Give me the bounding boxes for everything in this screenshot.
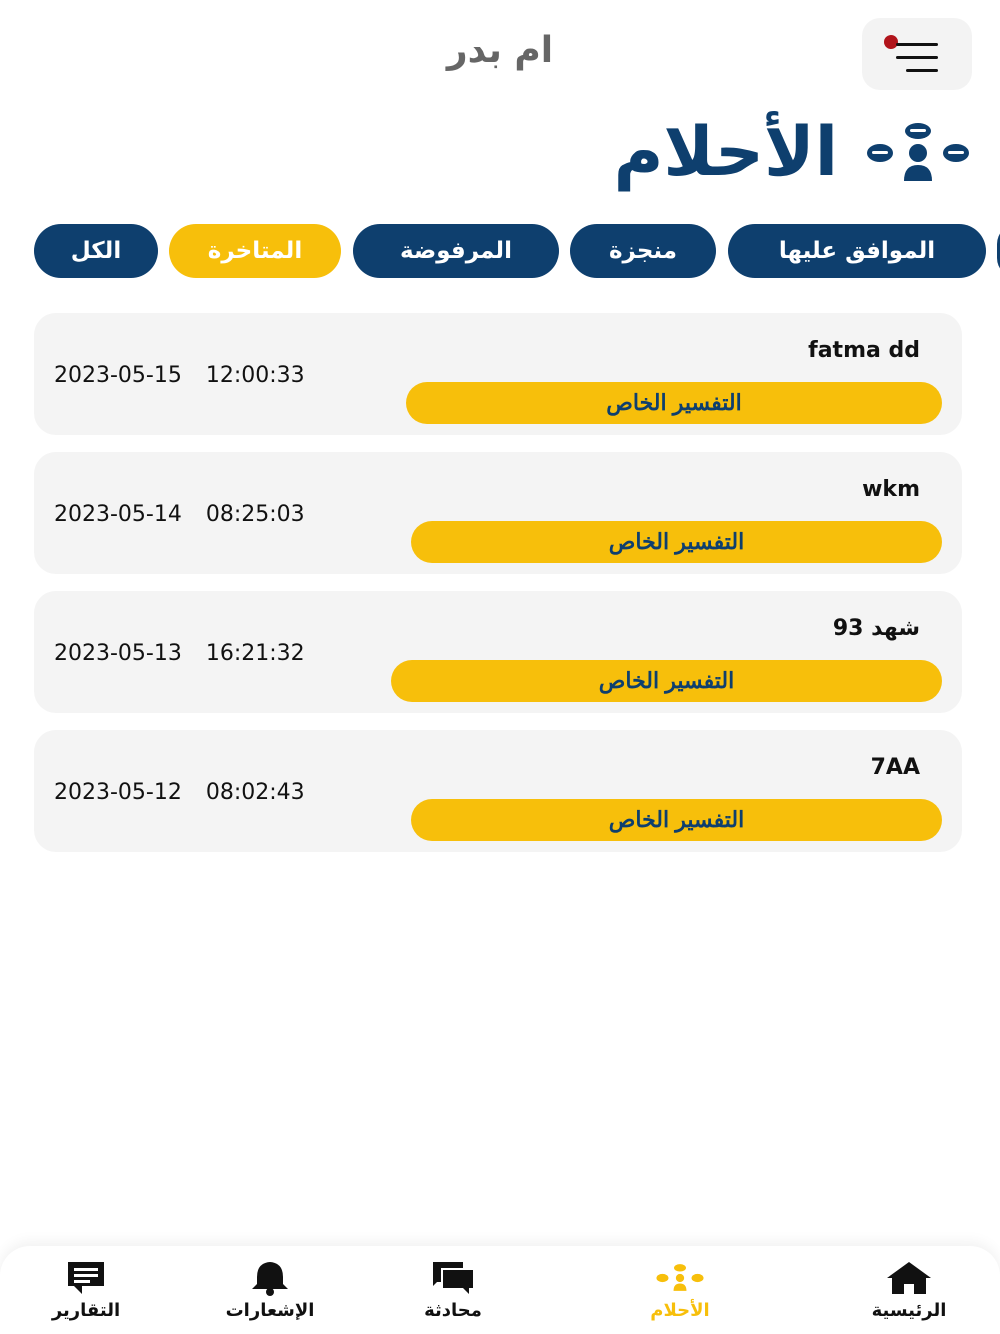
nav-item-reports[interactable] (11, 1260, 161, 1326)
reports-icon (62, 1260, 110, 1296)
dream-datetime (54, 502, 305, 527)
nav-label-home: الرئيسية (871, 1300, 947, 1321)
nav-item-notifications[interactable] (195, 1260, 345, 1326)
dream-title: شهد 93 (832, 616, 920, 641)
dream-title: 7AA (870, 755, 920, 780)
menu-icon (896, 43, 938, 46)
dreams-icon (656, 1260, 704, 1296)
dream-time: 08:02:43 (205, 780, 305, 805)
filter-chip-done[interactable]: منجزة (570, 224, 716, 278)
dream-time: 12:00:33 (205, 363, 305, 388)
dream-datetime (54, 780, 305, 805)
nav-label-reports: التقارير (51, 1300, 121, 1321)
home-icon (885, 1260, 933, 1296)
dream-title: fatma dd (808, 338, 920, 363)
private-interpretation-button[interactable]: التفسير الخاص (406, 382, 942, 424)
filter-chip-approved[interactable]: الموافق عليها (728, 224, 986, 278)
private-interpretation-button[interactable]: التفسير الخاص (411, 521, 942, 563)
nav-label-chat: محادثة (424, 1300, 482, 1321)
dream-card[interactable] (34, 730, 962, 852)
nav-item-dreams[interactable] (605, 1260, 755, 1326)
dream-time: 08:25:03 (205, 502, 305, 527)
dream-card[interactable] (34, 591, 962, 713)
dream-date: 2023-05-13 (54, 641, 182, 666)
dream-date: 2023-05-12 (54, 780, 182, 805)
dream-datetime (54, 363, 305, 388)
nav-item-home[interactable] (834, 1260, 984, 1326)
filter-chip-late[interactable]: المتاخرة (169, 224, 341, 278)
notification-dot (884, 35, 898, 49)
chat-icon (429, 1260, 477, 1296)
dream-title: wkm (862, 477, 920, 502)
filter-bar (0, 224, 1000, 280)
dream-list (34, 313, 962, 869)
dream-date: 2023-05-14 (54, 502, 182, 527)
dream-card[interactable] (34, 313, 962, 435)
dream-date: 2023-05-15 (54, 363, 182, 388)
private-interpretation-button[interactable]: التفسير الخاص (411, 799, 942, 841)
page-header (560, 108, 970, 198)
nav-label-notifications: الإشعارات (225, 1300, 315, 1321)
bell-icon (246, 1260, 294, 1296)
dream-datetime (54, 641, 305, 666)
nav-item-chat[interactable] (378, 1260, 528, 1326)
nav-label-dreams: الأحلام (650, 1300, 710, 1321)
filter-chip-all[interactable]: الكل (34, 224, 158, 278)
dream-time: 16:21:32 (205, 641, 305, 666)
dream-card[interactable] (34, 452, 962, 574)
bottom-nav (0, 1246, 1000, 1334)
menu-button[interactable] (862, 18, 972, 90)
filter-chip-rejected[interactable]: المرفوضة (353, 224, 559, 278)
private-interpretation-button[interactable]: التفسير الخاص (391, 660, 942, 702)
page-title: الأحلام (613, 113, 838, 192)
dreams-logo-icon (866, 123, 970, 183)
user-name: ام بدر (446, 30, 554, 71)
